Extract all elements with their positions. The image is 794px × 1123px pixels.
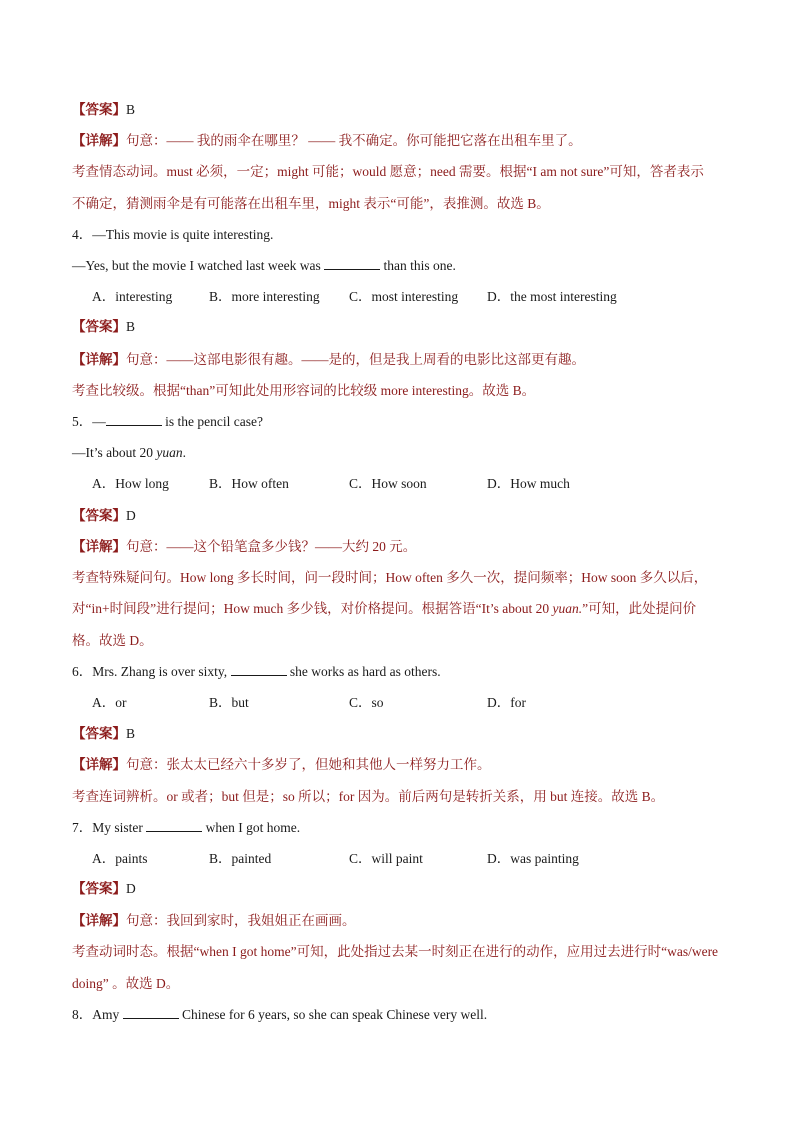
answer-line xyxy=(72,507,732,525)
answer-line xyxy=(72,101,732,119)
option-d: D．the most interesting xyxy=(487,289,617,304)
explanation-line: 考查连词辨析。or 或者；but 但是；so 所以；for 因为。前后两句是转折关系，用 but 连接。故选 B。 xyxy=(72,789,665,804)
detail-tag: 【详解】 xyxy=(72,757,126,772)
question-6: 6．Mrs. Zhang is over sixty, she works as hard as others. xyxy=(72,664,441,679)
explanation-line: 考查动词时态。根据“when I got home”可知，此处指过去某一时刻正在进行的动作，应用过去进行时“was/were xyxy=(72,944,719,959)
answer-line xyxy=(72,725,732,743)
answer-blank xyxy=(123,1006,179,1019)
detail-line xyxy=(72,351,732,369)
detail-tag: 【详解】 xyxy=(72,913,126,928)
answer-line xyxy=(72,880,732,898)
option-d: D．How much xyxy=(487,476,570,491)
detail-tag: 【详解】 xyxy=(72,539,126,554)
detail-line xyxy=(72,538,732,556)
explanation-line: 考查情态动词。must 必须，一定；might 可能；would 愿意；need 需要。根据“I am not sure”可知，答者表示 xyxy=(72,164,704,179)
answer-value: D xyxy=(126,508,136,523)
question-text: when I got home. xyxy=(202,820,301,835)
option-b: B．more interesting xyxy=(209,289,320,304)
explanation-line: doing” 。故选 D。 xyxy=(72,976,180,991)
question-text: Chinese for 6 years, so she can speak Chinese very well. xyxy=(178,1007,488,1022)
option-c: C．will paint xyxy=(349,851,423,866)
question-number: 6． xyxy=(72,664,93,679)
question-number: 8． xyxy=(72,1007,93,1022)
answer-tag: 【答案】 xyxy=(72,102,126,117)
option-a: A．paints xyxy=(92,851,148,866)
answer-blank xyxy=(146,819,202,832)
explanation-line: 不确定，猜测雨伞是有可能落在出租车里，might 表示“可能”，表推测。故选 B。 xyxy=(72,196,550,211)
detail-tag: 【详解】 xyxy=(72,133,126,148)
detail-text: 句意：——这部电影很有趣。——是的，但是我上周看的电影比这部更有趣。 xyxy=(126,352,585,367)
option-a: A．interesting xyxy=(92,289,173,304)
explanation-line: 考查比较级。根据“than”可知此处用形容词的比较级 more interesting。故选 B。 xyxy=(72,383,536,398)
detail-line xyxy=(72,912,732,930)
question-number: 4． xyxy=(72,227,93,242)
question-number: 5． xyxy=(72,414,93,429)
detail-line xyxy=(72,756,732,774)
question-4-line-2 xyxy=(72,257,732,275)
explanation-line: 考查特殊疑问句。How long 多长时间，问一段时间；How often 多久一次，提问频率；How soon 多久以后， xyxy=(72,570,708,585)
detail-tag: 【详解】 xyxy=(72,352,126,367)
question-text: is the pencil case? xyxy=(161,414,263,429)
detail-text: 句意：我回到家时，我姐姐正在画画。 xyxy=(126,913,356,928)
question-number: 7． xyxy=(72,820,93,835)
answer-tag: 【答案】 xyxy=(72,881,126,896)
question-5-line-2: —It’s about 20 yuan. xyxy=(72,445,186,460)
explanation-line: 格。故选 D。 xyxy=(72,633,153,648)
answer-value: B xyxy=(126,102,136,117)
answer-blank xyxy=(324,257,380,270)
detail-text: 句意：张太太已经六十多岁了，但她和其他人一样努力工作。 xyxy=(126,757,491,772)
explanation-line: 对“in+时间段”进行提问；How much 多少钱，对价格提问。根据答语“It’s about 20 yuan.”可知，此处提问价 xyxy=(72,601,697,616)
answer-blank xyxy=(106,413,162,426)
option-b: B．but xyxy=(209,695,249,710)
detail-line xyxy=(72,132,732,150)
answer-tag: 【答案】 xyxy=(72,319,126,334)
answer-value: B xyxy=(126,319,136,334)
option-c: C．so xyxy=(349,695,384,710)
answer-value: D xyxy=(126,881,136,896)
answer-line xyxy=(72,318,732,336)
option-a: A．How long xyxy=(92,476,169,491)
answer-blank xyxy=(231,663,287,676)
answer-value: B xyxy=(126,726,136,741)
question-8: 8．Amy Chinese for 6 years, so she can speak Chinese very well. xyxy=(72,1007,488,1022)
question-text: than this one. xyxy=(380,258,456,273)
question-7: 7．My sister when I got home. xyxy=(72,820,301,835)
option-d: D．for xyxy=(487,695,526,710)
question-text: —This movie is quite interesting. xyxy=(92,227,274,242)
question-5: 5．— is the pencil case? xyxy=(72,414,263,429)
option-c: C．most interesting xyxy=(349,289,459,304)
question-text: she works as hard as others. xyxy=(286,664,441,679)
detail-text: 句意：—— 我的雨伞在哪里？ —— 我不确定。你可能把它落在出租车里了。 xyxy=(126,133,582,148)
option-c: C．How soon xyxy=(349,476,427,491)
option-d: D．was painting xyxy=(487,851,579,866)
answer-tag: 【答案】 xyxy=(72,726,126,741)
option-a: A．or xyxy=(92,695,127,710)
option-b: B．How often xyxy=(209,476,289,491)
answer-tag: 【答案】 xyxy=(72,508,126,523)
option-b: B．painted xyxy=(209,851,272,866)
question-text: —Yes, but the movie I watched last week was xyxy=(72,258,321,273)
detail-text: 句意：——这个铅笔盒多少钱？——大约 20 元。 xyxy=(126,539,417,554)
question-4 xyxy=(72,226,732,244)
